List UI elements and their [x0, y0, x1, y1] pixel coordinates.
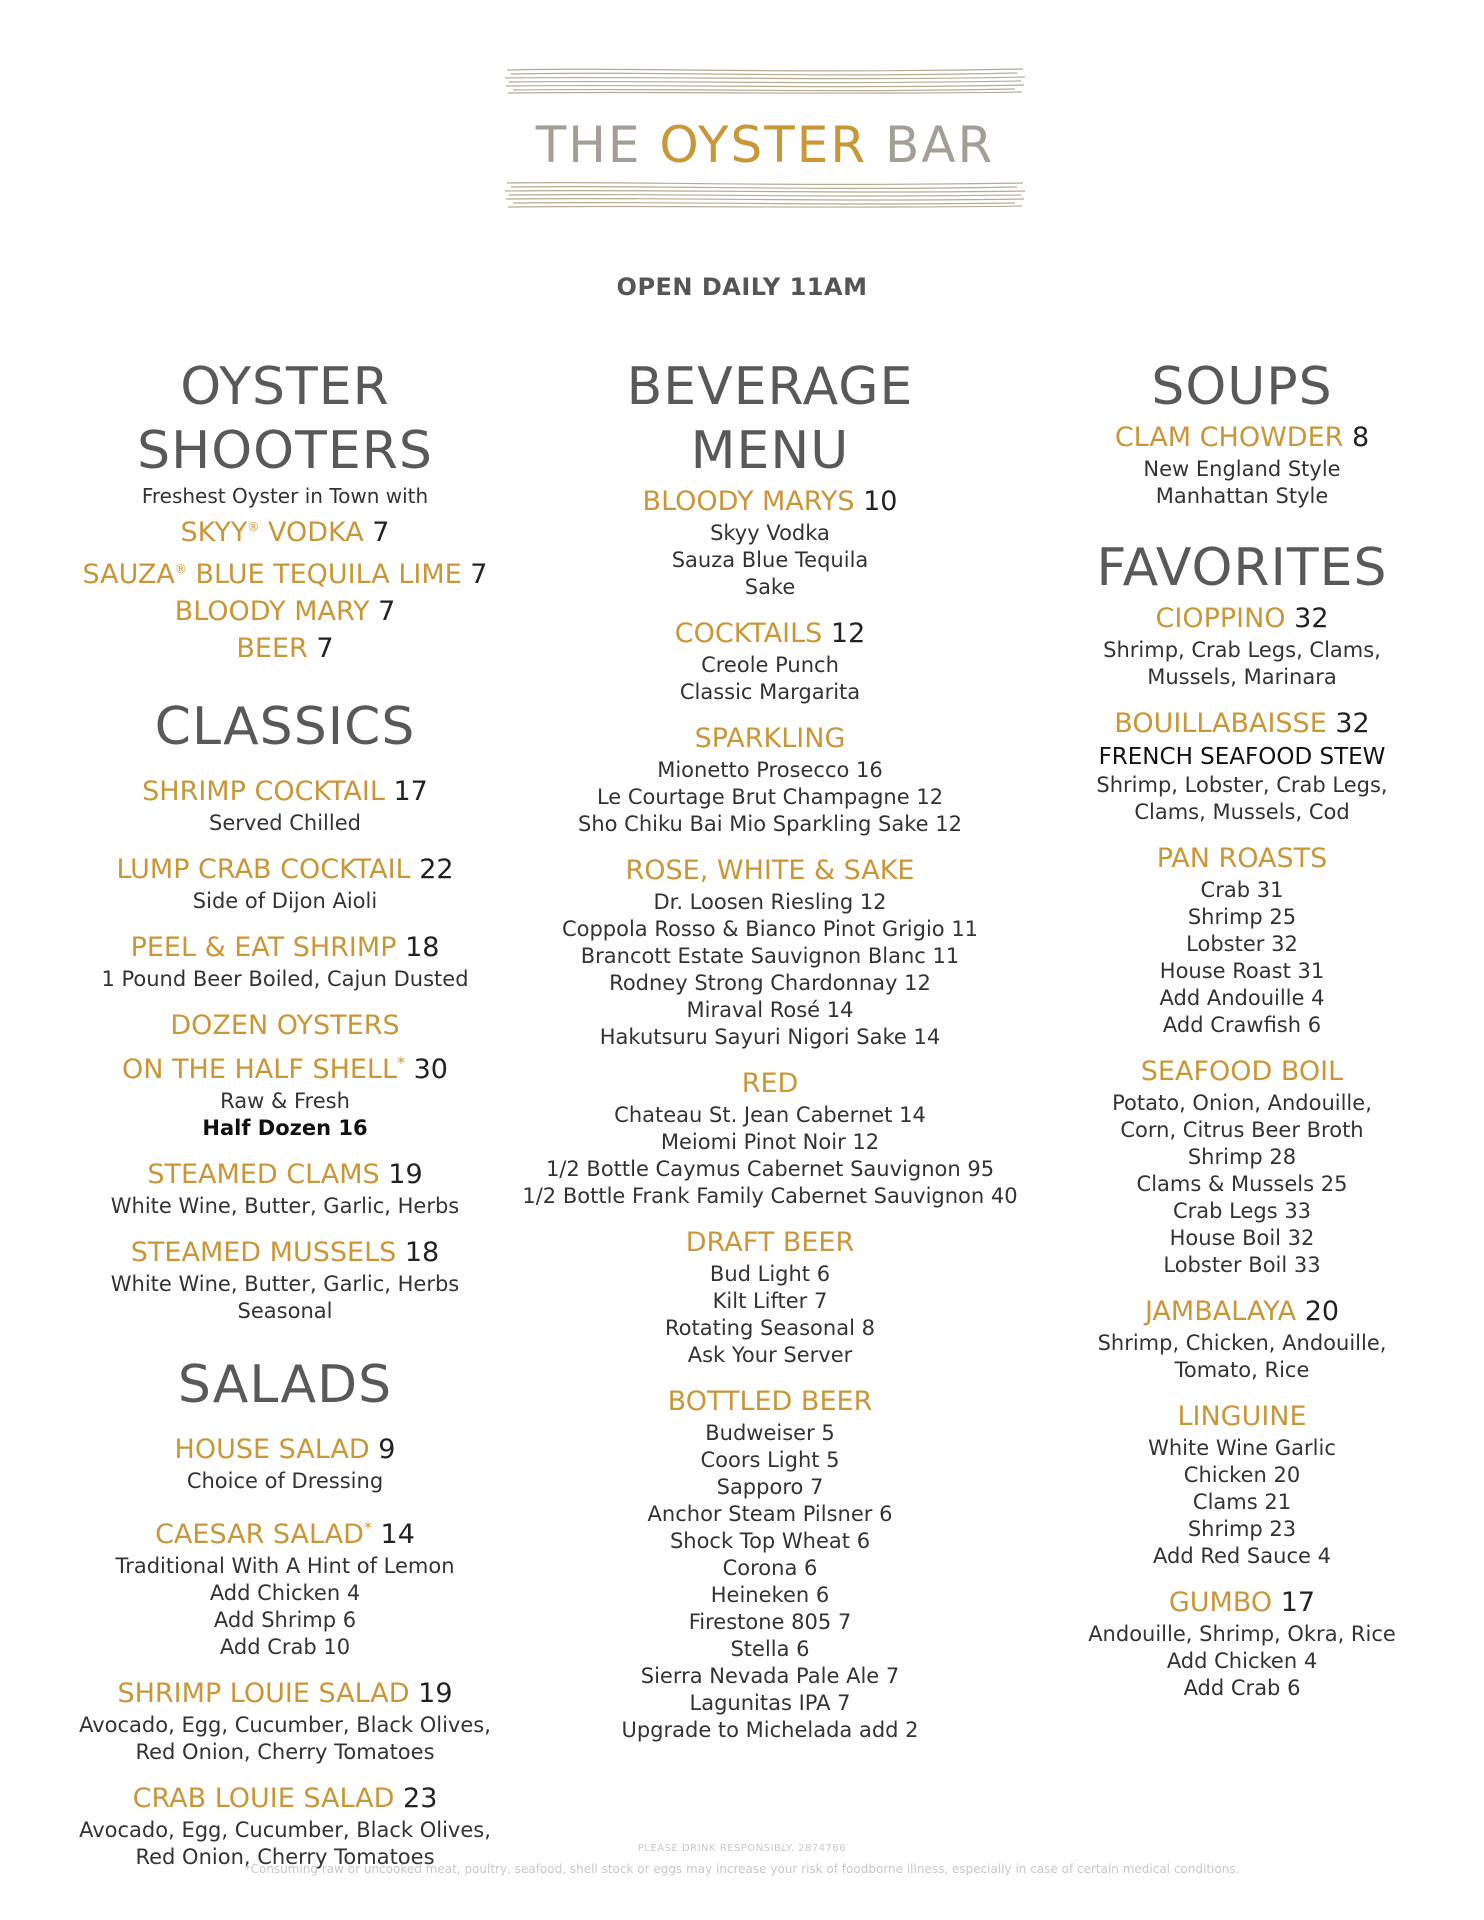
menu-item-name: SHRIMP COCKTAIL 17	[142, 776, 428, 807]
menu-item-name: BLOODY MARYS 10	[642, 486, 898, 517]
menu-item-name: CIOPPINO 32	[1155, 603, 1329, 634]
menu-item-description: Seasonal	[237, 1299, 333, 1323]
menu-item	[55, 1675, 515, 1766]
menu-item-description: Lobster Boil 33	[1163, 1253, 1321, 1277]
menu-item-name: PEEL & EAT SHRIMP 18	[130, 932, 440, 963]
logo-word-the: THE	[535, 116, 642, 174]
footer-disclaimer: *Consuming raw or uncooked meat, poultry, seafood, shell stock or eggs may increase your risk of foodborne illness, especially in case of certain medical conditions.	[244, 1862, 1240, 1876]
menu-item-description: Add Crab 10	[219, 1635, 351, 1659]
menu-item-description: Coppola Rosso & Bianco Pinot Grigio 11	[561, 917, 979, 941]
menu-item-description: New England Style	[1143, 457, 1341, 481]
menu-item-name: CLAM CHOWDER 8	[1114, 422, 1370, 453]
section-classics	[55, 695, 515, 1325]
menu-item-description: Sho Chiku Bai Mio Sparkling Sake 12	[578, 812, 962, 836]
menu-item	[55, 851, 515, 915]
menu-item-price: 17	[1280, 1587, 1316, 1618]
menu-item-price: 22	[419, 854, 454, 885]
menu-item	[55, 773, 515, 837]
menu-item-description: Anchor Steam Pilsner 6	[647, 1502, 893, 1526]
menu-item	[1032, 705, 1452, 826]
menu-item-name: SEAFOOD BOIL	[1140, 1056, 1344, 1087]
menu-item-description: Tomato, Rice	[1174, 1358, 1310, 1382]
menu-item-price: 20	[1304, 1296, 1340, 1327]
menu-item-description: White Wine, Butter, Garlic, Herbs	[110, 1194, 460, 1218]
menu-item-description: 1/2 Bottle Frank Family Cabernet Sauvignon 40	[522, 1184, 1018, 1208]
menu-item-price: 18	[404, 1237, 440, 1268]
menu-item-description: Shrimp, Crab Legs, Clams,	[1103, 638, 1381, 662]
menu-item-description: Corn, Citrus Beer Broth	[1120, 1118, 1364, 1142]
menu-item-description: Upgrade to Michelada add 2	[621, 1718, 919, 1742]
menu-item-description: Lagunitas IPA 7	[689, 1691, 851, 1715]
menu-item-description: Sapporo 7	[716, 1475, 824, 1499]
menu-item-description: Crab 31	[1200, 878, 1284, 902]
section-title	[55, 355, 515, 483]
menu-item-description: Raw & Fresh	[220, 1089, 350, 1113]
menu-item	[55, 929, 515, 993]
logo-word-oyster: OYSTER	[659, 116, 868, 174]
menu-item-description: Choice of Dressing	[186, 1469, 384, 1493]
menu-item-price: 17	[393, 776, 428, 807]
menu-item	[1032, 1053, 1452, 1279]
menu-item-description: Shock Top Wheat 6	[669, 1529, 871, 1553]
menu-item-description: Miraval Rosé 14	[686, 998, 854, 1022]
menu-item-description: Rodney Strong Chardonnay 12	[609, 971, 931, 995]
menu-item-name: PAN ROASTS	[1156, 843, 1328, 874]
menu-item-description: Red Onion, Cherry Tomatoes	[135, 1845, 435, 1869]
menu-item-name: SPARKLING	[694, 723, 846, 754]
section-title: SOUPS	[1151, 357, 1333, 417]
menu-item-description: Shrimp, Chicken, Andouille,	[1097, 1331, 1387, 1355]
menu-item-description: Skyy Vodka	[710, 521, 830, 545]
menu-item-description: Dr. Loosen Riesling 12	[653, 890, 887, 914]
right-column	[1032, 355, 1452, 1702]
middle-column	[520, 355, 1020, 1744]
logo-word-bar: BAR	[885, 116, 995, 174]
shooters-intro: Freshest Oyster in Town with	[141, 484, 429, 508]
menu-item-description: Add Crab 6	[1183, 1676, 1301, 1700]
menu-item-name: JAMBALAYA 20	[1144, 1296, 1340, 1327]
menu-item-description: Corona 6	[722, 1556, 818, 1580]
menu-item-price: 7	[470, 559, 488, 590]
menu-item-name: DRAFT BEER	[685, 1227, 855, 1258]
menu-item-price: 18	[405, 932, 440, 963]
menu-item-description: Kilt Lifter 7	[712, 1289, 828, 1313]
menu-item-price: 23	[403, 1783, 438, 1814]
menu-item-description: White Wine, Butter, Garlic, Herbs	[110, 1272, 460, 1296]
menu-item-description: Firestone 805 7	[688, 1610, 852, 1634]
menu-item-description: Red Onion, Cherry Tomatoes	[135, 1740, 435, 1764]
menu-item-price: 32	[1335, 708, 1370, 739]
menu-item-name: DOZEN OYSTERS	[170, 1010, 400, 1041]
menu-item-description: Mionetto Prosecco 16	[657, 758, 883, 782]
favorites-list	[1032, 600, 1452, 1702]
menu-item-description: Clams 21	[1192, 1490, 1292, 1514]
menu-item-description: Add Red Sauce 4	[1153, 1544, 1331, 1568]
menu-item	[1032, 1293, 1452, 1384]
menu-item-price: 12	[830, 618, 866, 649]
menu-item	[520, 615, 1020, 706]
menu-item-name: CAESAR SALAD* 14	[155, 1518, 415, 1550]
section-title: FAVORITES	[1096, 538, 1388, 598]
menu-item-description: Traditional With A Hint of Lemon	[115, 1554, 455, 1578]
menu-item-description: 1/2 Bottle Caymus Cabernet Sauvignon 95	[545, 1157, 995, 1181]
menu-item-name: ROSE, WHITE & SAKE	[625, 855, 915, 886]
menu-item-description: Lobster 32	[1186, 932, 1298, 956]
menu-item-description: Potato, Onion, Andouille,	[1112, 1091, 1372, 1115]
menu-item-price: 8	[1351, 422, 1370, 453]
menu-item-price: 19	[388, 1159, 423, 1190]
menu-item-description: Add Crawfish 6	[1162, 1013, 1322, 1037]
menu-item-description: Avocado, Egg, Cucumber, Black Olives,	[79, 1818, 491, 1842]
menu-item-description: Bud Light 6	[709, 1262, 831, 1286]
logo-title	[505, 116, 1025, 174]
menu-item-price: 30	[413, 1054, 448, 1085]
menu-item-price: 14	[380, 1519, 415, 1550]
menu-item	[1032, 600, 1452, 691]
menu-item-description: Shrimp 28	[1187, 1145, 1297, 1169]
menu-item	[520, 1383, 1020, 1744]
menu-item	[55, 1780, 515, 1871]
menu-item-description: White Wine Garlic	[1148, 1436, 1336, 1460]
menu-item-name: CRAB LOUIE SALAD 23	[132, 1783, 438, 1814]
menu-item-description: Coors Light 5	[700, 1448, 840, 1472]
menu-item-description: Ask Your Server	[687, 1343, 853, 1367]
menu-item-description: Meiomi Pinot Noir 12	[660, 1130, 880, 1154]
menu-item	[55, 1234, 515, 1325]
menu-item-name: RED	[741, 1068, 799, 1099]
menu-item	[1032, 1398, 1452, 1570]
menu-item	[520, 483, 1020, 601]
menu-item-name: ON THE HALF SHELL* 30	[122, 1053, 448, 1085]
menu-item-price: 19	[418, 1678, 453, 1709]
menu-item-description: Hakutsuru Sayuri Nigori Sake 14	[599, 1025, 941, 1049]
menu-item	[55, 1156, 515, 1220]
menu-item-name: STEAMED CLAMS 19	[147, 1159, 423, 1190]
section-oyster-shooters	[55, 355, 515, 667]
menu-item-name: BLOODY MARY 7	[174, 596, 396, 627]
menu-item-description: Shrimp 23	[1187, 1517, 1297, 1541]
menu-item	[55, 1509, 515, 1661]
menu-item-name: SHRIMP LOUIE SALAD 19	[117, 1678, 453, 1709]
menu-item	[1032, 1584, 1452, 1702]
menu-item-description: Stella 6	[730, 1637, 810, 1661]
menu-item-description: Shrimp 25	[1187, 905, 1297, 929]
menu-item	[520, 1065, 1020, 1210]
menu-item-name: SAUZA® BLUE TEQUILA LIME 7	[82, 559, 488, 590]
menu-item	[520, 720, 1020, 838]
menu-item	[55, 1431, 515, 1495]
menu-item-name: COCKTAILS 12	[674, 618, 866, 649]
menu-item-price: 9	[378, 1434, 396, 1465]
menu-item-name: HOUSE SALAD 9	[174, 1434, 396, 1465]
menu-item-description: Chicken 20	[1183, 1463, 1301, 1487]
menu-item-price: 7	[316, 633, 334, 664]
section-title: SALADS	[177, 1355, 393, 1415]
menu-item-description: Sauza Blue Tequila	[671, 548, 869, 572]
soups-list	[1032, 419, 1452, 510]
menu-item-price: 10	[863, 486, 898, 517]
menu-item	[55, 1007, 515, 1142]
menu-item-description: House Boil 32	[1169, 1226, 1315, 1250]
menu-item-description: Clams, Mussels, Cod	[1134, 800, 1350, 824]
opening-hours: OPEN DAILY 11AM	[616, 273, 868, 301]
section-title-line: OYSTER	[180, 357, 390, 417]
menu-item-description: Add Chicken 4	[1166, 1649, 1318, 1673]
menu-item-description: Chateau St. Jean Cabernet 14	[614, 1103, 926, 1127]
menu-item-description: Le Courtage Brut Champagne 12	[596, 785, 944, 809]
logo-lines-bottom	[505, 180, 1025, 210]
section-title	[520, 355, 1020, 483]
menu-item-name: LUMP CRAB COCKTAIL 22	[116, 854, 454, 885]
menu-item-description: Shrimp, Lobster, Crab Legs,	[1096, 773, 1388, 797]
footer-notice: PLEASE DRINK RESPONSIBLY. 2874766	[637, 1843, 847, 1854]
menu-item-description: Mussels, Marinara	[1147, 665, 1337, 689]
logo-lines-top	[505, 66, 1025, 96]
menu-item-price: 7	[372, 517, 390, 548]
beverage-list	[520, 483, 1020, 1744]
menu-item-description: Classic Margarita	[679, 680, 861, 704]
menu-item-name: SKYY® VODKA 7	[180, 517, 390, 548]
menu-item-name: BOUILLABAISSE 32	[1114, 708, 1370, 739]
menu-item	[520, 1224, 1020, 1369]
menu-item-description: Add Andouille 4	[1159, 986, 1325, 1010]
menu-item-description: Avocado, Egg, Cucumber, Black Olives,	[79, 1713, 491, 1737]
menu-item-description: Andouille, Shrimp, Okra, Rice	[1088, 1622, 1396, 1646]
menu-item-description: Side of Dijon Aioli	[192, 889, 378, 913]
menu-item	[1032, 419, 1452, 510]
menu-item-name: LINGUINE	[1177, 1401, 1307, 1432]
menu-item-name: GUMBO 17	[1168, 1587, 1316, 1618]
left-column	[55, 355, 515, 1871]
section-title: CLASSICS	[154, 697, 416, 757]
section-title-line: MENU	[690, 421, 850, 481]
menu-item-description: Creole Punch	[701, 653, 839, 677]
logo	[505, 60, 1025, 230]
menu-item-price: 7	[378, 596, 396, 627]
menu-item-name: BOTTLED BEER	[667, 1386, 873, 1417]
menu-item-description: Rotating Seasonal 8	[665, 1316, 875, 1340]
menu-item	[1032, 840, 1452, 1039]
menu-item-subtitle: FRENCH SEAFOOD STEW	[1098, 744, 1386, 770]
menu-item-option: Half Dozen 16	[202, 1116, 368, 1140]
menu-item-description: House Roast 31	[1159, 959, 1325, 983]
menu-item-description: Add Shrimp 6	[213, 1608, 357, 1632]
menu-item-description: Budweiser 5	[705, 1421, 835, 1445]
menu-item-price: 32	[1294, 603, 1329, 634]
menu-item-description: Sierra Nevada Pale Ale 7	[640, 1664, 900, 1688]
menu-item-description: Crab Legs 33	[1172, 1199, 1312, 1223]
menu-item-name: STEAMED MUSSELS 18	[130, 1237, 440, 1268]
menu-item-description: Served Chilled	[209, 811, 361, 835]
menu-item-name: BEER 7	[236, 633, 334, 664]
menu-item-description: Manhattan Style	[1155, 484, 1329, 508]
section-salads	[55, 1353, 515, 1871]
menu-item-description: 1 Pound Beer Boiled, Cajun Dusted	[101, 967, 469, 991]
section-title-line: BEVERAGE	[626, 357, 914, 417]
menu-item-description: Brancott Estate Sauvignon Blanc 11	[580, 944, 960, 968]
menu-item-description: Add Chicken 4	[209, 1581, 361, 1605]
section-title-line: SHOOTERS	[137, 421, 433, 481]
menu-item	[520, 852, 1020, 1051]
menu-item-description: Sake	[744, 575, 796, 599]
menu-item-description: Heineken 6	[710, 1583, 830, 1607]
menu-item-description: Clams & Mussels 25	[1136, 1172, 1348, 1196]
